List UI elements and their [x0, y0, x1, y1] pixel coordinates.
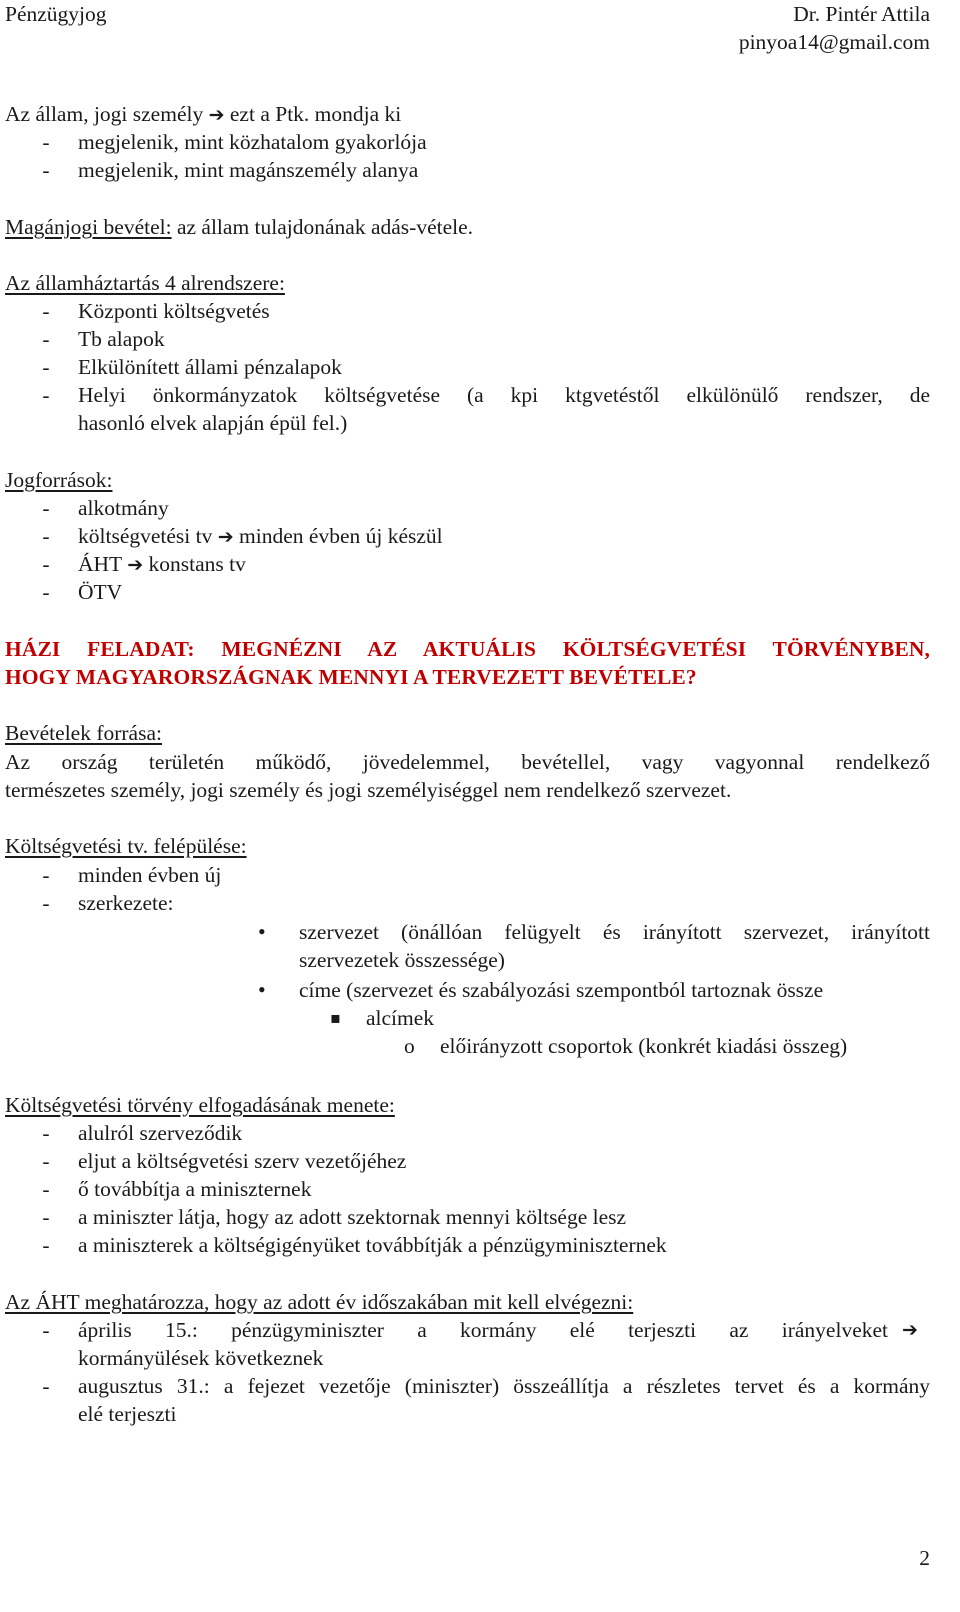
- sub-bullet-item: alcímek: [366, 1006, 435, 1030]
- dash-marker: -: [42, 1205, 50, 1229]
- header-author: Dr. Pintér Attila: [793, 2, 930, 26]
- dash-marker: -: [42, 891, 50, 915]
- dash-marker: -: [42, 524, 50, 548]
- budget-law-note: minden évben új készül: [239, 524, 443, 548]
- bullet-icon: •: [258, 977, 266, 1002]
- arrow-icon: ➔: [208, 104, 225, 126]
- adoption-process-heading: Költségvetési törvény elfogadásának menete:: [5, 1093, 395, 1117]
- subsystems-heading: Az államháztartás 4 alrendszere:: [5, 271, 285, 295]
- list-item: alkotmány: [78, 496, 169, 520]
- dash-marker: -: [42, 863, 50, 887]
- state-legal-person-line: [5, 100, 401, 129]
- list-item: Tb alapok: [78, 327, 165, 351]
- dash-marker: -: [42, 299, 50, 323]
- aht-text: ÁHT: [78, 552, 122, 576]
- list-item: megjelenik, mint közhatalom gyakorlója: [78, 130, 427, 154]
- list-item: a miniszter látja, hogy az adott szektornak mennyi költsége lesz: [78, 1205, 627, 1229]
- list-item: a miniszterek a költségigényüket továbbítják a pénzügyminiszternek: [78, 1233, 667, 1257]
- circle-bullet-icon: o: [404, 1034, 415, 1058]
- arrow-icon: ➔: [217, 526, 234, 548]
- revenue-sources-text-2: természetes személy, jogi személy és jogi személyiséggel nem rendelkező szervezet.: [5, 778, 732, 802]
- list-item-continuation: hasonló elvek alapján épül fel.): [78, 411, 348, 435]
- list-item-continuation: kormányülések következnek: [78, 1346, 324, 1370]
- dash-marker: -: [42, 1121, 50, 1145]
- legal-sources-heading: Jogforrások:: [5, 468, 113, 492]
- list-item: [78, 550, 246, 579]
- list-item: alulról szerveződik: [78, 1121, 243, 1145]
- dash-marker: -: [42, 1177, 50, 1201]
- square-bullet-icon: ▪: [330, 1008, 341, 1027]
- private-revenue-text: az állam tulajdonának adás-vétele.: [176, 215, 474, 239]
- dash-marker: -: [42, 327, 50, 351]
- arrow-icon: ➔: [902, 1319, 918, 1341]
- ptk-text: ezt a Ptk. mondja ki: [229, 102, 402, 126]
- list-item: augusztus 31.: a fejezet vezetője (miniszter) összeállítja a részletes tervet és a kormány: [78, 1374, 930, 1398]
- dash-marker: -: [42, 383, 50, 407]
- list-item: eljut a költségvetési szerv vezetőjéhez: [78, 1149, 407, 1173]
- private-revenue-line: [5, 213, 473, 241]
- dash-marker: -: [42, 355, 50, 379]
- budget-law-text: költségvetési tv: [78, 524, 213, 548]
- homework-line-2: HOGY MAGYARORSZÁGNAK MENNYI A TERVEZETT BEVÉTELE?: [5, 665, 697, 689]
- private-revenue-label: Magánjogi bevétel:: [5, 215, 172, 239]
- list-item-continuation: elé terjeszti: [78, 1402, 177, 1426]
- dash-marker: -: [42, 552, 50, 576]
- bullet-icon: •: [258, 919, 266, 944]
- dash-marker: -: [42, 130, 50, 154]
- list-item: [78, 522, 443, 551]
- aht-note: konstans tv: [148, 552, 246, 576]
- bullet-item-continuation: szervezetek összessége): [299, 948, 505, 972]
- list-item: ÖTV: [78, 580, 123, 604]
- list-item: ő továbbítja a miniszternek: [78, 1177, 312, 1201]
- state-legal-person-text: Az állam, jogi személy: [5, 102, 204, 126]
- header-title: Pénzügyjog: [5, 2, 107, 26]
- budget-structure-heading: Költségvetési tv. felépülése:: [5, 834, 247, 858]
- list-item: Központi költségvetés: [78, 299, 270, 323]
- dash-marker: -: [42, 1233, 50, 1257]
- dash-marker: -: [42, 496, 50, 520]
- sub-sub-bullet-item: előirányzott csoportok (konkrét kiadási összeg): [440, 1034, 848, 1058]
- dash-marker: -: [42, 158, 50, 182]
- bullet-item: címe (szervezet és szabályozási szempontból tartoznak össze: [299, 978, 824, 1002]
- list-item: Helyi önkormányzatok költségvetése (a kpi ktgvetéstől elkülönülő rendszer, de: [78, 383, 930, 407]
- list-item: minden évben új: [78, 863, 222, 887]
- aht-schedule-heading: Az ÁHT meghatározza, hogy az adott év időszakában mit kell elvégezni:: [5, 1290, 634, 1314]
- dash-marker: -: [42, 1374, 50, 1398]
- homework-line-1: HÁZI FELADAT: MEGNÉZNI AZ AKTUÁLIS KÖLTSÉGVETÉSI TÖRVÉNYBEN,: [5, 637, 930, 661]
- list-item: április 15.: pénzügyminiszter a kormány elé terjeszti az irányelveket: [78, 1318, 888, 1342]
- arrow-icon: ➔: [127, 554, 144, 576]
- dash-marker: -: [42, 1318, 50, 1342]
- dash-marker: -: [42, 1149, 50, 1173]
- page-number: 2: [919, 1546, 930, 1570]
- dash-marker: -: [42, 580, 50, 604]
- list-item: Elkülönített állami pénzalapok: [78, 355, 342, 379]
- bullet-item: szervezet (önállóan felügyelt és irányított szervezet, irányított: [299, 920, 930, 944]
- list-item: szerkezete:: [78, 891, 174, 915]
- revenue-sources-heading: Bevételek forrása:: [5, 721, 162, 745]
- header-email: pinyoa14@gmail.com: [738, 30, 930, 54]
- revenue-sources-text: Az ország területén működő, jövedelemmel, bevétellel, vagy vagyonnal rendelkező: [5, 750, 930, 774]
- list-item: megjelenik, mint magánszemély alanya: [78, 158, 419, 182]
